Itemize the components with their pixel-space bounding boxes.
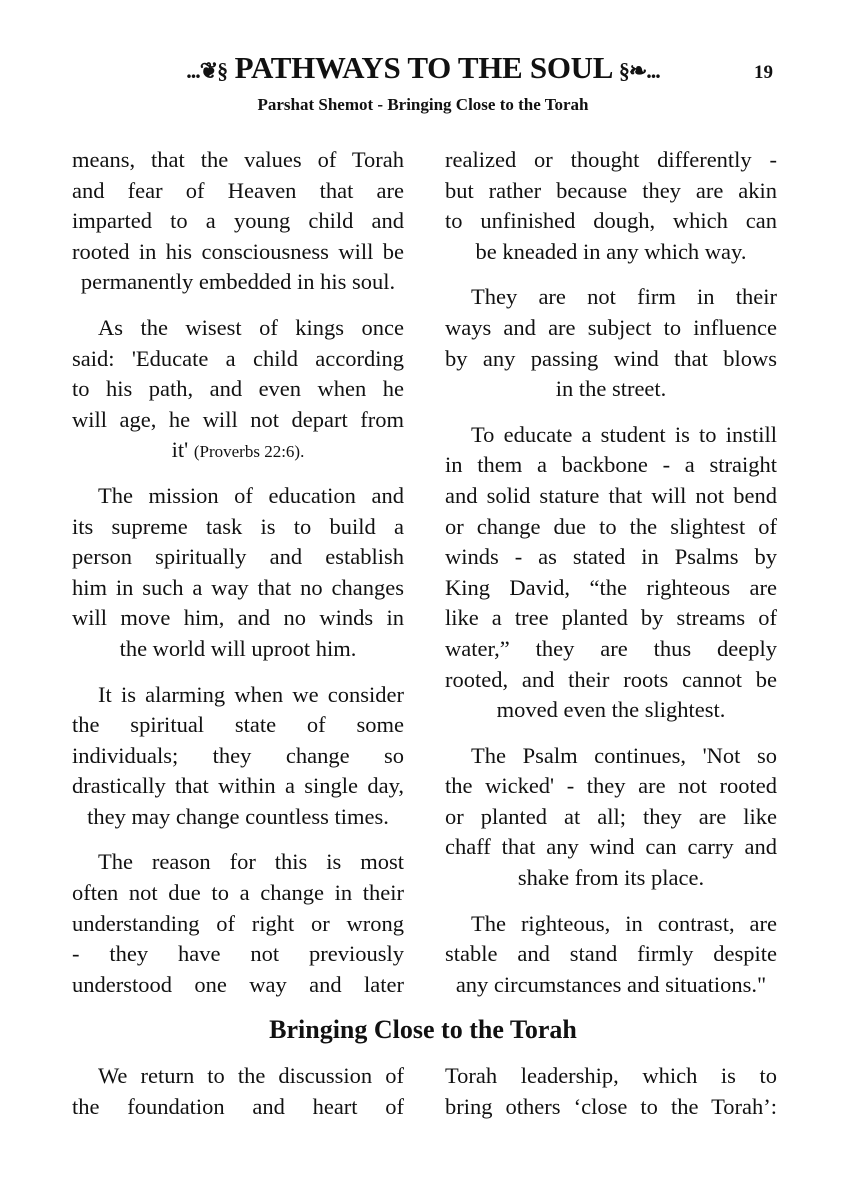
text-line [445, 512, 777, 543]
text-line [445, 450, 777, 481]
text-line [445, 145, 777, 176]
line-text: any circumstances and situations." [455, 971, 767, 997]
text-line [445, 420, 777, 451]
text-line [72, 680, 404, 711]
line-text: understood one way and later [72, 971, 404, 997]
paragraph [445, 909, 777, 1001]
line-text: To educate a student is to instill [471, 421, 777, 447]
paragraph [72, 680, 404, 833]
text-line [445, 802, 777, 833]
line-text: moved even the slightest. [496, 697, 726, 723]
text-line [72, 847, 404, 878]
text-line [445, 939, 777, 970]
line-text: person spiritually and establish [72, 544, 404, 570]
line-text: winds - as stated in Psalms by [445, 544, 777, 570]
line-text: The mission of education and [98, 482, 404, 508]
line-text: - they have not previously [72, 941, 404, 967]
line-text: but rather because they are akin [445, 177, 777, 203]
line-text: The righteous, in contrast, are [471, 910, 777, 936]
line-text: the world will uproot him. [119, 635, 357, 661]
running-title [0, 50, 846, 86]
line-text: individuals; they change so [72, 742, 404, 768]
line-text: drastically that within a single day, [72, 773, 404, 799]
line-text: chaff that any wind can carry and [445, 834, 777, 860]
line-text: to unfinished dough, which can [445, 208, 777, 234]
line-text: to his path, and even when he [72, 376, 404, 402]
section-right-column [445, 1061, 777, 1137]
chapter-subtitle: Parshat Shemot - Bringing Close to the Torah [257, 95, 589, 114]
text-line [445, 481, 777, 512]
paragraph [72, 313, 404, 466]
citation: (Proverbs 22:6). [193, 442, 305, 462]
text-line [445, 909, 777, 940]
text-line [445, 206, 777, 237]
line-text: by any passing wind that blows [445, 345, 777, 371]
line-text: will move him, and no winds in [72, 605, 404, 631]
text-line [445, 237, 777, 268]
paragraph [445, 741, 777, 894]
text-line [445, 863, 777, 894]
line-text: its supreme task is to build a [72, 513, 404, 539]
line-text: permanently embedded in his soul. [80, 269, 396, 295]
text-line [72, 970, 404, 1001]
right-column [445, 145, 777, 1015]
text-line [445, 313, 777, 344]
text-line [72, 237, 404, 268]
line-text: ways and are subject to influence [445, 314, 777, 340]
line-text: As the wisest of kings once [98, 314, 404, 340]
text-line [445, 344, 777, 375]
paragraph [72, 847, 404, 1000]
ornament-right-icon: §❧... [618, 58, 660, 83]
text-line [445, 1061, 777, 1092]
paragraph [72, 1061, 404, 1122]
text-line [72, 603, 404, 634]
text-line [72, 878, 404, 909]
text-line [72, 710, 404, 741]
text-line [72, 206, 404, 237]
text-line [72, 374, 404, 405]
line-text: and fear of Heaven that are [72, 177, 404, 203]
text-line [445, 695, 777, 726]
text-line [72, 802, 404, 833]
line-text: shake from its place. [517, 865, 705, 891]
line-text: and solid stature that will not bend [445, 482, 777, 508]
text-line [72, 344, 404, 375]
line-text: the foundation and heart of [72, 1093, 404, 1119]
line-text: him in such a way that no changes [72, 574, 404, 600]
text-line [445, 542, 777, 573]
text-line [445, 832, 777, 863]
line-text: rooted in his consciousness will be [72, 238, 404, 264]
text-line [72, 634, 404, 665]
paragraph [445, 282, 777, 404]
text-line [72, 176, 404, 207]
line-text: King David, “the righteous are [445, 574, 777, 600]
line-text: means, that the values of Torah [72, 147, 404, 172]
text-line [445, 374, 777, 405]
line-text: like a tree planted by streams of [445, 605, 777, 631]
text-line [445, 771, 777, 802]
line-text: they may change countless times. [87, 803, 389, 829]
text-line [72, 481, 404, 512]
text-line [445, 634, 777, 665]
text-line [72, 542, 404, 573]
line-text: in the street. [555, 376, 667, 402]
text-line [72, 741, 404, 772]
section-heading: Bringing Close to the Torah [269, 1015, 577, 1044]
line-text: the wicked' - they are not rooted [445, 773, 777, 799]
text-line [445, 1092, 777, 1123]
line-text: or change due to the slightest of [445, 513, 777, 539]
text-line [445, 603, 777, 634]
text-line [445, 665, 777, 696]
line-text: be kneaded in any which way. [475, 238, 747, 264]
line-text: The Psalm continues, 'Not so [471, 742, 777, 768]
text-line [445, 970, 777, 1001]
paragraph [72, 481, 404, 665]
text-line [445, 176, 777, 207]
text-line [445, 741, 777, 772]
text-line [72, 512, 404, 543]
line-text: often not due to a change in their [72, 880, 404, 906]
line-text: stable and stand firmly despite [445, 941, 777, 967]
text-line [72, 267, 404, 298]
line-text: They are not firm in their [471, 284, 777, 310]
line-text: it' [171, 437, 189, 463]
line-text: We return to the discussion of [98, 1063, 404, 1088]
text-line [72, 909, 404, 940]
book-title: PATHWAYS TO THE SOUL [234, 50, 612, 85]
text-line [72, 573, 404, 604]
left-column [72, 145, 404, 1015]
page-number: 19 [754, 62, 773, 83]
line-text: The reason for this is most [98, 849, 404, 875]
text-line [72, 435, 404, 466]
text-line [72, 405, 404, 436]
line-text: rooted, and their roots cannot be [445, 666, 777, 692]
line-text: bring others ‘close to the Torah’: [445, 1093, 777, 1119]
text-line [72, 1061, 404, 1092]
line-text: in them a backbone - a straight [445, 452, 777, 478]
ornament-left-icon: ...❦§ [186, 58, 228, 83]
paragraph [445, 1061, 777, 1122]
section-left-column [72, 1061, 404, 1137]
line-text: Torah leadership, which is to [445, 1063, 777, 1088]
line-text: realized or thought differently - [445, 147, 777, 172]
paragraph [445, 420, 777, 726]
line-text: It is alarming when we consider [98, 681, 404, 707]
paragraph [445, 145, 777, 267]
text-line [72, 145, 404, 176]
paragraph [72, 145, 404, 298]
text-line [445, 282, 777, 313]
text-line [72, 771, 404, 802]
line-text: said: 'Educate a child according [72, 345, 404, 371]
line-text: understanding of right or wrong [72, 910, 404, 936]
text-line [72, 313, 404, 344]
line-text: will age, he will not depart from [72, 406, 404, 432]
line-text: imparted to a young child and [72, 208, 404, 234]
text-line [445, 573, 777, 604]
text-line [72, 939, 404, 970]
line-text: water,” they are thus deeply [445, 635, 777, 661]
text-line [72, 1092, 404, 1123]
line-text: or planted at all; they are like [445, 803, 777, 829]
line-text: the spiritual state of some [72, 712, 404, 738]
